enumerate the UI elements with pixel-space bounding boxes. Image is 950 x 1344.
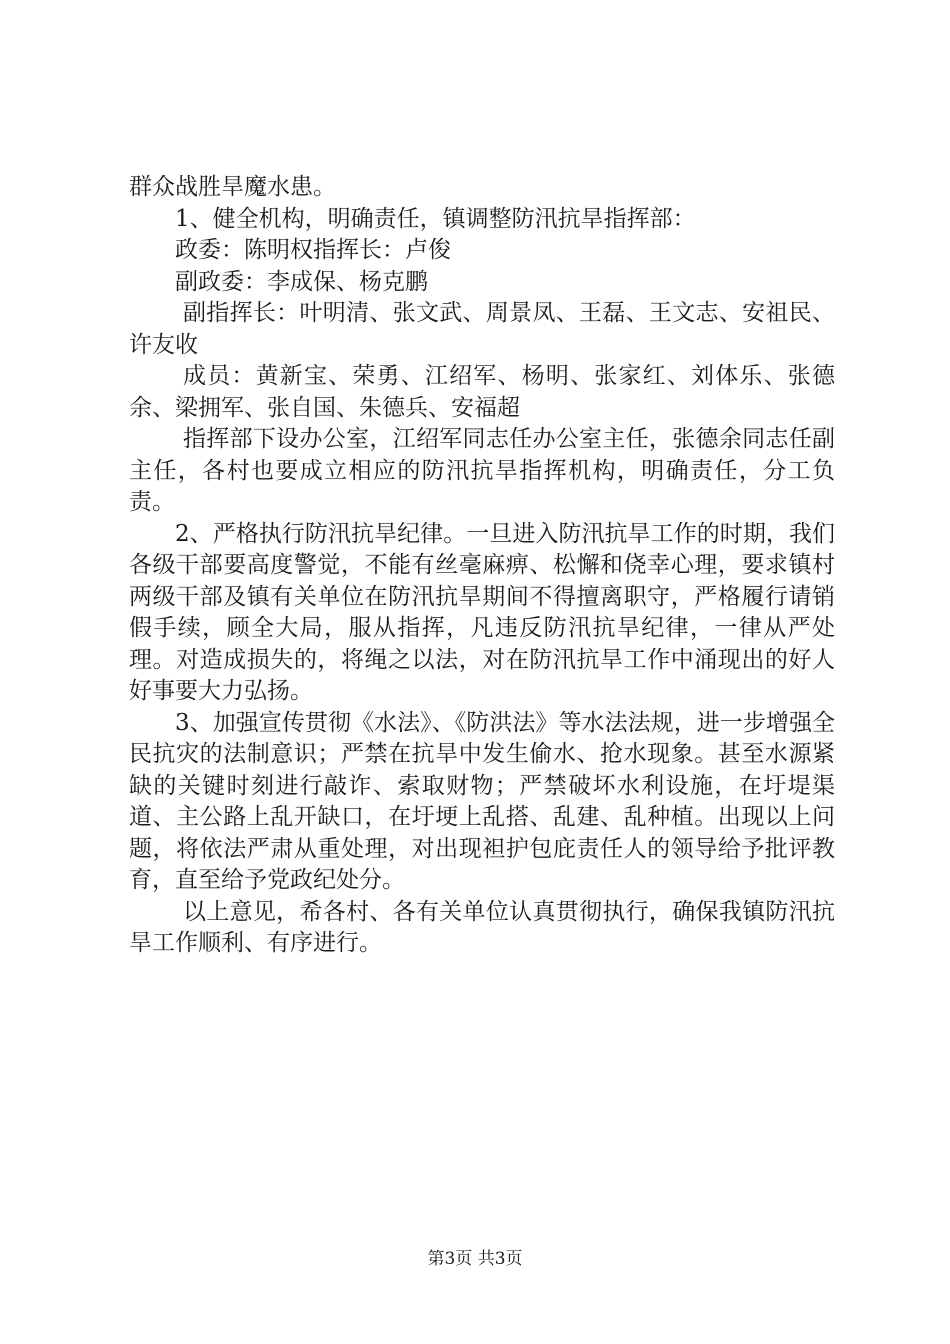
- page-number-footer: 第3页 共3页: [427, 1249, 523, 1269]
- paragraph-deputy-commissar: 副政委：李成保、杨克鹏: [175, 268, 428, 295]
- paragraph-deputy-commanders: 副指挥长：叶明清、张文武、周景凤、王磊、王文志、安祖民、许友收: [129, 300, 835, 358]
- paragraph-section-2: 2、严格执行防汛抗旱纪律。一旦进入防汛抗旱工作的时期，我们各级干部要高度警觉，不能有丝毫麻痹、松懈和侥幸心理，要求镇村两级干部及镇有关单位在防汛抗旱期间不得擅离职守，严格履行请销假手续，顾全大局，服从指挥，凡违反防汛抗旱纪律，一律从严处理。对造成损失的，将绳之以法，对在防汛抗旱工作中涌现出的好人好事要大力弘扬。: [129, 520, 835, 704]
- paragraph-section-1: 1、健全机构，明确责任，镇调整防汛抗旱指挥部：: [175, 205, 696, 232]
- paragraph-continuation: 群众战胜旱魔水患。: [129, 174, 336, 200]
- document-body: [129, 172, 835, 960]
- paragraph-closing: 以上意见，希各村、各有关单位认真贯彻执行，确保我镇防汛抗旱工作顺利、有序进行。: [129, 898, 835, 956]
- paragraph-members: 成员：黄新宝、荣勇、江绍军、杨明、张家红、刘体乐、张德余、梁拥军、张自国、朱德兵、安福超: [129, 363, 835, 421]
- paragraph-section-3: 3、加强宣传贯彻《水法》、《防洪法》等水法法规，进一步增强全民抗灾的法制意识；严禁在抗旱中发生偷水、抢水现象。甚至水源紧缺的关键时刻进行敲诈、索取财物；严禁破坏水利设施，在圩堤渠道、主公路上乱开缺口，在圩埂上乱搭、乱建、乱种植。出现以上问题，将依法严肃从重处理，对出现袒护包庇责任人的领导给予批评教育，直至给予党政纪处分。: [129, 709, 835, 893]
- paragraph-commissar: 政委：陈明权指挥长：卢俊: [175, 237, 451, 263]
- paragraph-office: 指挥部下设办公室，江绍军同志任办公室主任，张德余同志任副主任，各村也要成立相应的防汛抗旱指挥机构，明确责任，分工负责。: [129, 426, 835, 515]
